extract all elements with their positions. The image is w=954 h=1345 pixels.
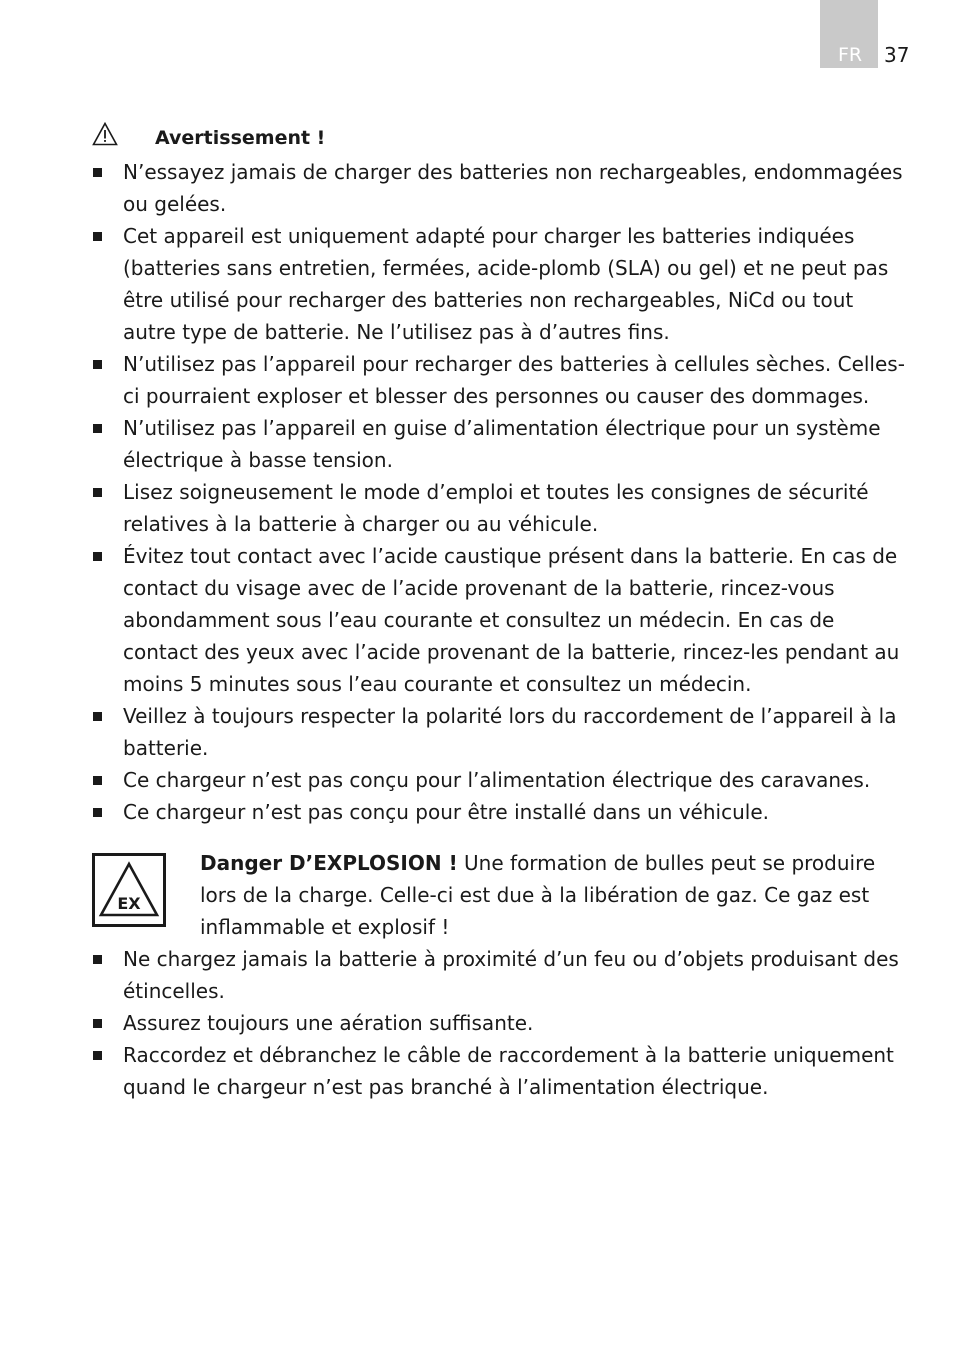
list-item (92, 348, 912, 412)
list-item (92, 220, 912, 348)
warning-heading (92, 124, 912, 154)
warning-list (92, 156, 912, 828)
list-item-text: N’utilisez pas l’appareil en guise d’alimentation électrique pour un système électrique à basse tension. (123, 416, 881, 472)
bullet-square-icon (93, 424, 102, 433)
bullet-square-icon (93, 776, 102, 785)
explosion-danger-block (92, 847, 912, 943)
warning-triangle-icon (92, 122, 118, 146)
bullet-square-icon (93, 1019, 102, 1028)
bullet-square-icon (93, 168, 102, 177)
list-item-text: Veillez à toujours respecter la polarité lors du raccordement de l’appareil à la batterie. (123, 704, 897, 760)
list-item (92, 476, 912, 540)
list-item (92, 412, 912, 476)
warning-title: Avertissement ! (155, 127, 326, 149)
danger-title: Danger D’EXPLOSION ! (200, 851, 458, 875)
list-item (92, 156, 912, 220)
list-item-text: Assurez toujours une aération suffisante. (123, 1011, 534, 1035)
bullet-square-icon (93, 232, 102, 241)
ex-sign-text: EX (117, 894, 141, 913)
danger-list (92, 943, 912, 1103)
list-item (92, 1007, 912, 1039)
bullet-square-icon (93, 360, 102, 369)
list-item-text: N’utilisez pas l’appareil pour recharger des batteries à cellules sèches. Celles-ci pourraient exploser et blesser des personnes ou causer des dommages. (123, 352, 905, 408)
language-tab: FR (820, 0, 878, 68)
list-item (92, 540, 912, 700)
list-item-text: Lisez soigneusement le mode d’emploi et toutes les consignes de sécurité relatives à la batterie à charger ou au véhicule. (123, 480, 869, 536)
list-item-text: Ce chargeur n’est pas conçu pour l’alimentation électrique des caravanes. (123, 768, 871, 792)
list-item (92, 943, 912, 1007)
list-item (92, 796, 912, 828)
list-item-text: Ne chargez jamais la batterie à proximité d’un feu ou d’objets produisant des étincelles. (123, 947, 899, 1003)
bullet-square-icon (93, 1051, 102, 1060)
list-item (92, 1039, 912, 1103)
page-content (92, 124, 912, 1103)
bullet-square-icon (93, 488, 102, 497)
list-item (92, 700, 912, 764)
list-item-text: Raccordez et débranchez le câble de raccordement à la batterie uniquement quand le chargeur n’est pas branché à l’alimentation électrique. (123, 1043, 894, 1099)
page-number: 37 (884, 43, 910, 67)
list-item-text: N’essayez jamais de charger des batteries non rechargeables, endommagées ou gelées. (123, 160, 903, 216)
danger-description: Une formation de bulles peut se produire lors de la charge. Celle-ci est due à la libération de gaz. Ce gaz est inflammable et explosif ! (200, 851, 876, 939)
bullet-square-icon (93, 955, 102, 964)
explosion-hazard-ex-icon (92, 853, 166, 927)
danger-paragraph (200, 847, 912, 943)
bullet-square-icon (93, 808, 102, 817)
list-item-text: Cet appareil est uniquement adapté pour charger les batteries indiquées (batteries sans entretien, fermées, acide-plomb (SLA) ou gel) et ne peut pas être utilisé pour recharger des batteries non rechargeables, NiCd ou tout autre type de batterie. Ne l’utilisez pas à d’autres fins. (123, 224, 889, 344)
bullet-square-icon (93, 552, 102, 561)
bullet-square-icon (93, 712, 102, 721)
list-item (92, 764, 912, 796)
list-item-text: Évitez tout contact avec l’acide caustique présent dans la batterie. En cas de contact du visage avec de l’acide provenant de la batterie, rincez-vous abondamment sous l’eau courante et consultez un médecin. En cas de contact des yeux avec l’acide provenant de la batterie, rincez-les pendant au moins 5 minutes sous l’eau courante et consultez un médecin. (123, 544, 900, 696)
list-item-text: Ce chargeur n’est pas conçu pour être installé dans un véhicule. (123, 800, 769, 824)
